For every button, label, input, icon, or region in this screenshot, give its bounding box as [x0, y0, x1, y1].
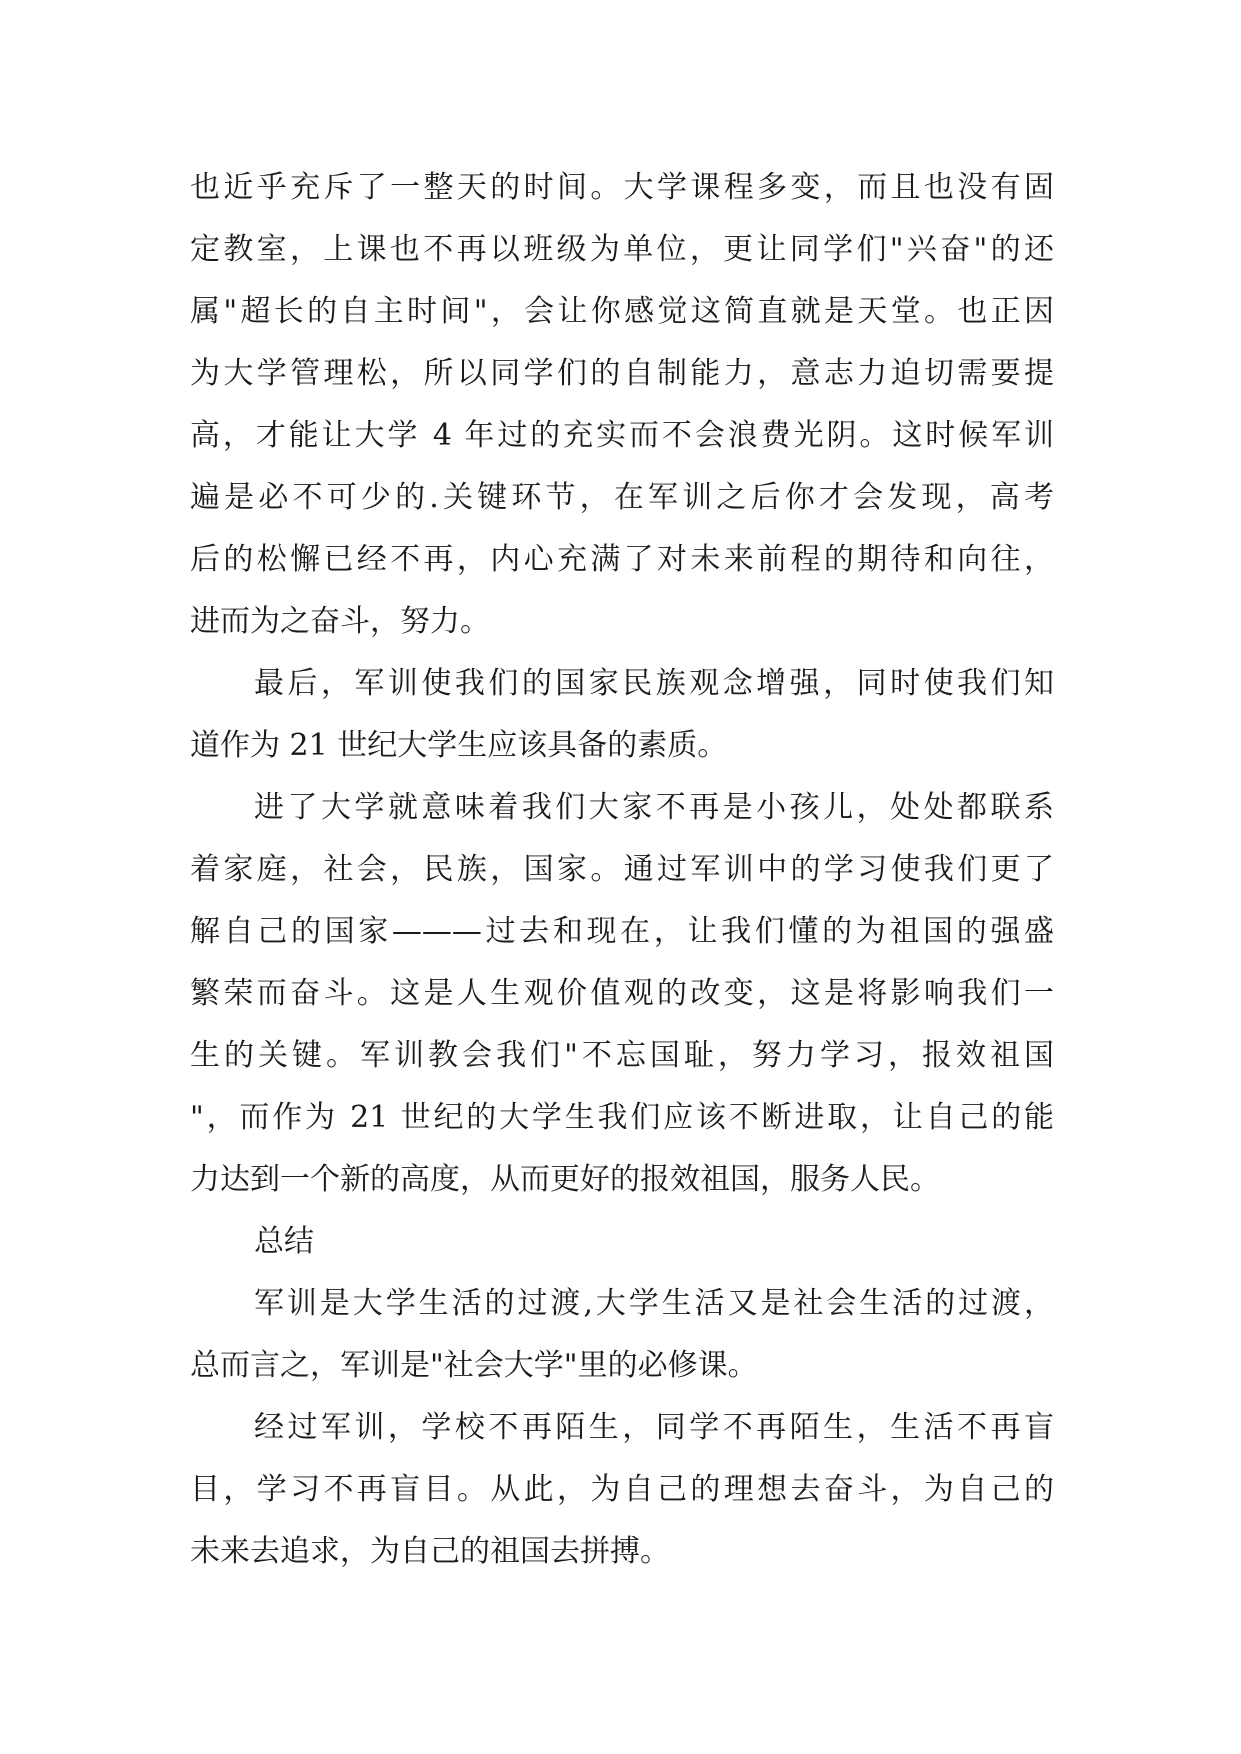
text-line: 生的关键。军训教会我们"不忘国耻，努力学习，报效祖国: [190, 1038, 1054, 1073]
text-line: 未来去追求，为自己的祖国去拼搏。: [190, 1534, 670, 1569]
text-line: 军训是大学生活的过渡,大学生活又是社会生活的过渡，: [254, 1286, 1054, 1321]
text-line: 后的松懈已经不再，内心充满了对未来前程的期待和向往，: [190, 542, 1054, 577]
text-line: 也近乎充斥了一整天的时间。大学课程多变，而且也没有固: [190, 170, 1054, 205]
text-line: 属"超长的自主时间"，会让你感觉这简直就是天堂。也正因: [190, 294, 1054, 329]
text-line: 最后，军训使我们的国家民族观念增强，同时使我们知: [254, 666, 1054, 701]
text-line: 经过军训，学校不再陌生，同学不再陌生，生活不再盲: [254, 1410, 1054, 1445]
text-line: "，而作为 21 世纪的大学生我们应该不断进取，让自己的能: [190, 1100, 1054, 1135]
text-line: 繁荣而奋斗。这是人生观价值观的改变，这是将影响我们一: [190, 976, 1054, 1011]
text-line: 解自己的国家———过去和现在，让我们懂的为祖国的强盛: [190, 914, 1054, 949]
text-line: 进了大学就意味着我们大家不再是小孩儿，处处都联系: [254, 790, 1054, 825]
text-line: 总而言之，军训是"社会大学"里的必修课。: [190, 1348, 758, 1383]
text-line: 目，学习不再盲目。从此，为自己的理想去奋斗，为自己的: [190, 1472, 1054, 1507]
text-line: 定教室，上课也不再以班级为单位，更让同学们"兴奋"的还: [190, 232, 1054, 267]
text-line: 为大学管理松，所以同学们的自制能力，意志力迫切需要提: [190, 356, 1054, 391]
text-line: 进而为之奋斗，努力。: [190, 604, 490, 639]
text-line: 着家庭，社会，民族，国家。通过军训中的学习使我们更了: [190, 852, 1054, 887]
text-line: 总结: [254, 1224, 314, 1259]
text-line: 力达到一个新的高度，从而更好的报效祖国，服务人民。: [190, 1162, 940, 1197]
text-line: 遍是必不可少的.关键环节，在军训之后你才会发现，高考: [190, 480, 1054, 515]
text-line: 道作为 21 世纪大学生应该具备的素质。: [190, 728, 728, 763]
text-line: 高，才能让大学 4 年过的充实而不会浪费光阴。这时候军训: [190, 418, 1054, 453]
document-body: [190, 157, 1054, 1583]
